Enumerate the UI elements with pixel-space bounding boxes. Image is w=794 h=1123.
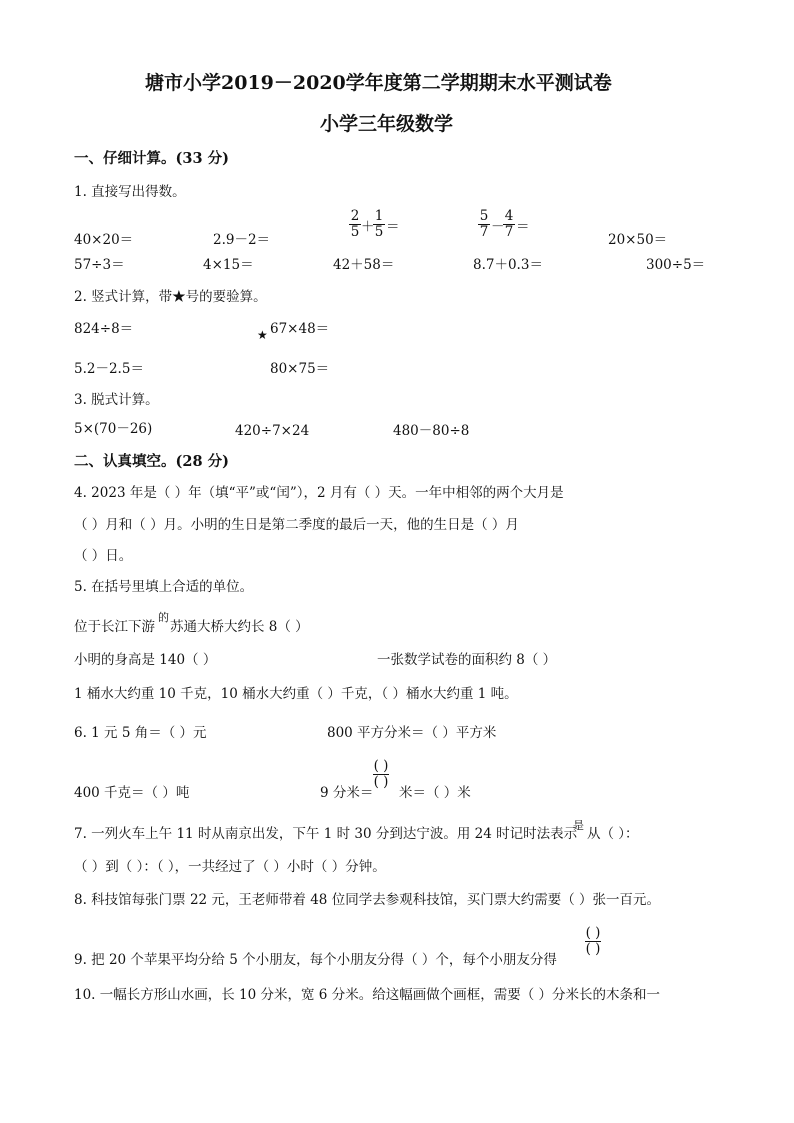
q1-fraction-a-eq: ＝ — [386, 219, 400, 235]
q3-item-1: 5×(70－26) — [74, 421, 153, 437]
section-2-heading: 二、认真填空。(28 分) — [74, 453, 229, 470]
q4-line-2: （ ）月和（ ）月。小明的生日是第二季度的最后一天，他的生日是（ ）月 — [74, 517, 519, 533]
q5-line-1a: 位于长江下游 — [74, 619, 155, 635]
q6-a: 6. 1 元 5 角＝（ ）元 — [74, 725, 207, 741]
numerator: 5 — [479, 208, 489, 224]
q7-line-1a: 7. 一列火车上午 11 时从南京出发，下午 1 时 30 分到达宁波。用 24 时记时法表示 — [74, 826, 578, 842]
q2-item-80x75: 80×75＝ — [270, 361, 330, 377]
q6-d-pre: 9 分米＝ — [320, 785, 374, 801]
q1-item-2.9-2: 2.9－2＝ — [213, 232, 271, 248]
q1-fraction-b-eq: ＝ — [516, 219, 530, 235]
numerator: 1 — [374, 208, 384, 224]
q1-item-40x20: 40×20＝ — [74, 232, 134, 248]
q6-b: 800 平方分米＝（ ）平方米 — [327, 725, 497, 741]
q3-item-2: 420÷7×24 — [235, 423, 310, 439]
q10-line: 10. 一幅长方形山水画，长 10 分米，宽 6 分米。给这幅画做个画框，需要（ ）分米长的木条和一 — [74, 987, 660, 1003]
q9-fraction — [585, 926, 601, 957]
q1-fraction-b-op: － — [491, 219, 505, 235]
q9-line: 9. 把 20 个苹果平均分给 5 个小朋友，每个小朋友分得（ ）个，每个小朋友分得 — [74, 952, 557, 968]
denominator: 5 — [374, 224, 384, 240]
q7-line-1-small: 是 — [573, 819, 584, 832]
q5-line-2b: 一张数学试卷的面积约 8（ ） — [377, 652, 557, 668]
q2-item-5.2-2.5: 5.2－2.5＝ — [74, 361, 144, 377]
q6-d-post: 米＝（ ）米 — [399, 785, 471, 801]
exam-subtitle: 小学三年级数学 — [320, 113, 454, 135]
q1-item-4x15: 4×15＝ — [203, 257, 254, 273]
q1-stem: 1. 直接写出得数。 — [74, 184, 186, 200]
q1-item-20x50: 20×50＝ — [608, 232, 668, 248]
q1-fraction-a-left — [349, 209, 361, 240]
q5-line-1b: 苏通大桥大约长 8（ ） — [170, 619, 309, 635]
q5-line-3: 1 桶水大约重 10 千克，10 桶水大约重（ ）千克，（ ）桶水大约重 1 吨。 — [74, 686, 518, 702]
numerator-blank[interactable]: ( ) — [373, 758, 389, 774]
q1-item-42+58: 42＋58＝ — [333, 257, 395, 273]
denominator: 7 — [479, 224, 489, 240]
numerator: 4 — [504, 208, 514, 224]
q1-item-57div3: 57÷3＝ — [74, 257, 125, 273]
q6-c: 400 千克＝（ ）吨 — [74, 785, 190, 801]
star-icon: ★ — [257, 328, 268, 342]
q5-line-2a: 小明的身高是 140（ ） — [74, 652, 217, 668]
q2-stem: 2. 竖式计算，带★号的要验算。 — [74, 289, 267, 305]
denominator: 7 — [504, 224, 514, 240]
q8-line: 8. 科技馆每张门票 22 元，王老师带着 48 位同学去参观科技馆，买门票大约需要（ ）张一百元。 — [74, 892, 660, 908]
q7-line-1b: 从（ ）： — [587, 826, 639, 842]
q2-item-824div8: 824÷8＝ — [74, 321, 134, 337]
numerator: 2 — [350, 208, 360, 224]
q1-item-8.7+0.3: 8.7＋0.3＝ — [473, 257, 543, 273]
denominator: 5 — [350, 224, 360, 240]
q2-item-67x48: 67×48＝ — [270, 321, 330, 337]
section-1-heading: 一、仔细计算。(33 分) — [74, 150, 229, 167]
q7-line-2: （ ）到（ ）：（ ），一共经过了（ ）小时（ ）分钟。 — [74, 859, 386, 875]
numerator-blank[interactable]: ( ) — [585, 925, 601, 941]
q6-d-fraction — [373, 759, 389, 790]
q1-fraction-a-right — [373, 209, 385, 240]
q4-line-3: （ ）日。 — [74, 548, 133, 564]
q4-line-1: 4. 2023 年是（ ）年（填“平”或“闰”），2 月有（ ）天。一年中相邻的两个大月是 — [74, 485, 564, 501]
q1-item-300div5: 300÷5＝ — [646, 257, 706, 273]
q1-fraction-b-left — [478, 209, 490, 240]
q3-stem: 3. 脱式计算。 — [74, 392, 159, 408]
denominator-blank[interactable]: ( ) — [373, 774, 389, 790]
q5-stem: 5. 在括号里填上合适的单位。 — [74, 579, 254, 595]
q5-line-1-small: 的 — [158, 611, 169, 624]
q3-item-3: 480－80÷8 — [393, 423, 470, 439]
exam-title: 塘市小学2019－2020学年度第二学期期末水平测试卷 — [145, 72, 612, 94]
q1-fraction-a-op: ＋ — [361, 219, 375, 235]
q1-fraction-b-right — [503, 209, 515, 240]
denominator-blank[interactable]: ( ) — [585, 941, 601, 957]
